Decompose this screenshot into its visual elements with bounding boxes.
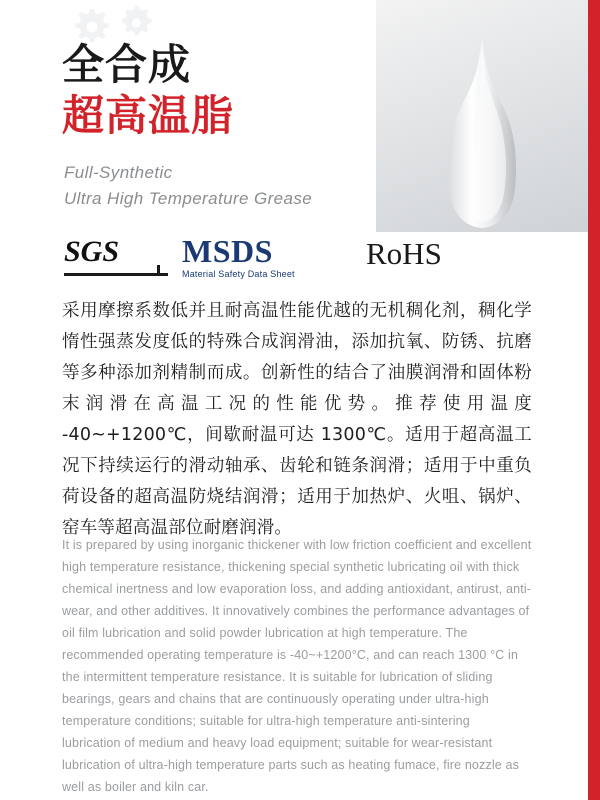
sgs-label: SGS bbox=[64, 235, 120, 268]
subtitle-english bbox=[64, 160, 464, 212]
subtitle-line-2: Ultra High Temperature Grease bbox=[64, 189, 313, 208]
rohs-logo: RoHS bbox=[366, 236, 442, 271]
msds-subtitle: Material Safety Data Sheet bbox=[182, 269, 295, 279]
subtitle-line-1: Full-Synthetic bbox=[64, 163, 173, 182]
title-line-2: 超高温脂 bbox=[62, 91, 235, 140]
msds-label: MSDS bbox=[182, 233, 273, 269]
description-english: It is prepared by using inorganic thickener with low friction coefficient and excellent high temperature resistance, thickening special synthetic lubricating oil with thick chemical inertness and low evaporation loss, and adding antioxidant, antirust, anti-wear, and other additives. It innovatively combines the performance advantages of oil film lubrication and solid powder lubrication at high temperature. The recommended operating temperature is -40~+1200°C, and can reach 1300 °C in the intermittent temperature resistance. It is suitable for lubrication of sliding bearings, gears and chains that are continuously operating under ultra-high temperature conditions; suitable for ultra-high temperature anti-sintering lubrication of medium and heavy load equipment; suitable for wear-resistant lubrication of ultra-high temperature parts such as heating fumace, fire nozzle as well as boiler and kiln car. bbox=[62, 538, 532, 794]
msds-logo bbox=[182, 234, 352, 280]
certification-logos bbox=[64, 234, 524, 280]
description-chinese: 采用摩擦系数低并且耐高温性能优越的无机稠化剂，稠化学惰性强蒸发度低的特殊合成润滑油，添加抗氧、防锈、抗磨等多种添加剂精制而成。创新性的结合了油膜润滑和固体粉末润滑在高温工况的性能优势。推荐使用温度 -40~+1200℃，间歇耐温可达 1300℃。适用于超高温工况下持续运行的滑动轴承、齿轮和链条润滑；适用于中重负荷设备的超高温防烧结润滑；适用于加热炉、火咀、锅炉、窑车等超高温部位耐磨润滑。 bbox=[62, 301, 532, 538]
sgs-logo bbox=[64, 236, 168, 276]
sgs-tick-mark bbox=[157, 265, 160, 276]
page-title bbox=[62, 40, 392, 142]
red-edge-bar bbox=[588, 0, 600, 800]
sgs-underline bbox=[64, 273, 168, 276]
title-line-1: 全合成 bbox=[62, 40, 192, 89]
